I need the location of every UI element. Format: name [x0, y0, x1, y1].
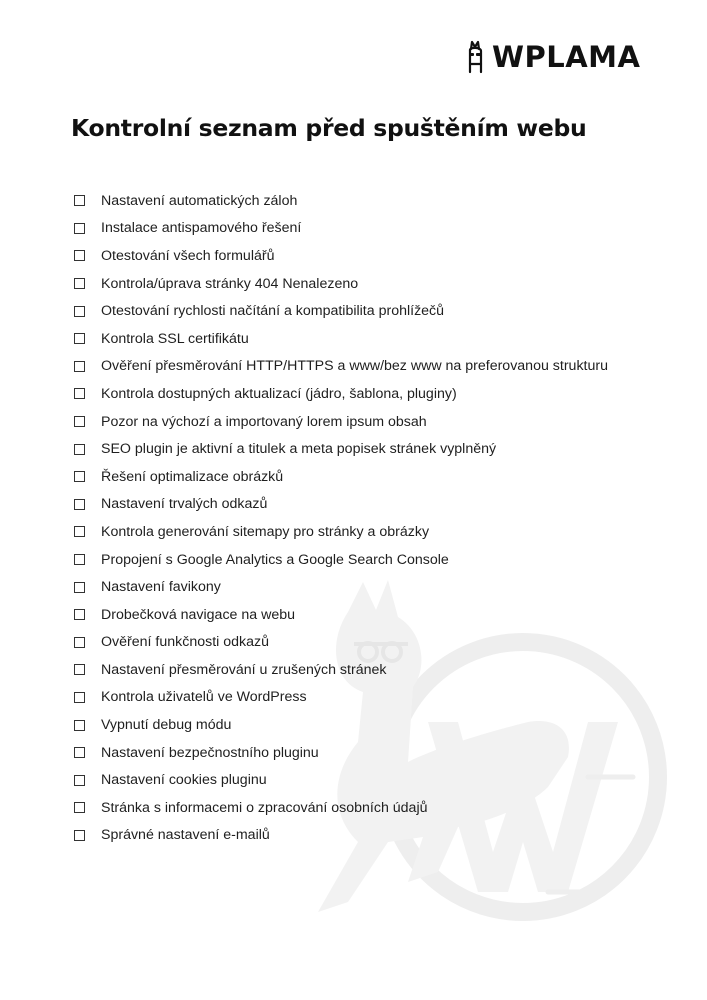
checklist-item[interactable] [74, 435, 608, 463]
checklist-item-label: Vypnutí debug módu [101, 717, 232, 734]
checkbox[interactable] [74, 775, 85, 786]
checklist-item[interactable] [74, 353, 608, 381]
checklist-item-label: Stránka s informacemi o zpracování osobních údajů [101, 799, 428, 816]
checkbox[interactable] [74, 720, 85, 731]
checkbox[interactable] [74, 250, 85, 261]
checkbox[interactable] [74, 802, 85, 813]
checkbox[interactable] [74, 830, 85, 841]
checklist-item-label: Nastavení trvalých odkazů [101, 496, 268, 513]
checklist-item-label: Propojení s Google Analytics a Google Search Console [101, 551, 449, 568]
checkbox[interactable] [74, 526, 85, 537]
checkbox[interactable] [74, 223, 85, 234]
checklist-item[interactable] [74, 242, 608, 270]
checklist-item[interactable] [74, 518, 608, 546]
checkbox[interactable] [74, 747, 85, 758]
checkbox[interactable] [74, 499, 85, 510]
checklist-item[interactable] [74, 187, 608, 215]
checklist-item-label: Řešení optimalizace obrázků [101, 468, 284, 485]
checkbox[interactable] [74, 333, 85, 344]
checkbox[interactable] [74, 361, 85, 372]
checklist-item[interactable] [74, 766, 608, 794]
checklist-item-label: Nastavení automatických záloh [101, 192, 298, 209]
checklist-item-label: Kontrola generování sitemapy pro stránky a obrázky [101, 523, 430, 540]
checklist-item[interactable] [74, 739, 608, 767]
checklist-item-label: Nastavení favikony [101, 579, 221, 596]
checkbox[interactable] [74, 637, 85, 648]
checklist-item-label: Drobečková navigace na webu [101, 606, 296, 623]
checkbox[interactable] [74, 388, 85, 399]
checklist-item-label: Nastavení bezpečnostního pluginu [101, 744, 319, 761]
checklist-item-label: Instalace antispamového řešení [101, 220, 302, 237]
checklist-item[interactable] [74, 408, 608, 436]
checklist-item[interactable] [74, 573, 608, 601]
checklist-item[interactable] [74, 491, 608, 519]
checklist-item[interactable] [74, 325, 608, 353]
checklist-item-label: Kontrola/úprava stránky 404 Nenalezeno [101, 275, 359, 292]
checklist-item-label: Otestování všech formulářů [101, 247, 275, 264]
checkbox[interactable] [74, 582, 85, 593]
checklist-item-label: Kontrola dostupných aktualizací (jádro, šablona, pluginy) [101, 385, 457, 402]
checklist-item[interactable] [74, 601, 608, 629]
checklist-item[interactable] [74, 656, 608, 684]
checkbox[interactable] [74, 664, 85, 675]
checkbox[interactable] [74, 195, 85, 206]
checkbox[interactable] [74, 416, 85, 427]
checklist-item-label: Kontrola uživatelů ve WordPress [101, 689, 307, 706]
checklist-item-label: Nastavení přesměrování u zrušených stránek [101, 661, 387, 678]
checkbox[interactable] [74, 278, 85, 289]
checkbox[interactable] [74, 444, 85, 455]
brand-logo-text: WPLAMA [492, 40, 641, 74]
checklist-item[interactable] [74, 546, 608, 574]
checkbox[interactable] [74, 609, 85, 620]
checkbox[interactable] [74, 692, 85, 703]
launch-checklist [74, 187, 608, 849]
checklist-item[interactable] [74, 215, 608, 243]
checklist-item[interactable] [74, 794, 608, 822]
checklist-item[interactable] [74, 270, 608, 298]
checklist-item-label: Nastavení cookies pluginu [101, 772, 267, 789]
checklist-item[interactable] [74, 822, 608, 850]
brand-logo [466, 40, 640, 74]
checklist-item[interactable] [74, 629, 608, 657]
checklist-item-label: Otestování rychlosti načítání a kompatibilita prohlížečů [101, 303, 445, 320]
checklist-item-label: Správné nastavení e-mailů [101, 827, 270, 844]
checklist-item-label: Ověření funkčnosti odkazů [101, 634, 269, 651]
checklist-item-label: Pozor na výchozí a importovaný lorem ipsum obsah [101, 413, 427, 430]
checklist-item-label: Ověření přesměrování HTTP/HTTPS a www/bez www na preferovanou strukturu [101, 358, 608, 375]
checkbox[interactable] [74, 554, 85, 565]
checkbox[interactable] [74, 471, 85, 482]
llama-icon [466, 40, 488, 74]
checklist-item[interactable] [74, 463, 608, 491]
checkbox[interactable] [74, 306, 85, 317]
checklist-item[interactable] [74, 380, 608, 408]
checklist-item-label: Kontrola SSL certifikátu [101, 330, 249, 347]
checklist-item-label: SEO plugin je aktivní a titulek a meta popisek stránek vyplněný [101, 441, 497, 458]
checklist-item[interactable] [74, 684, 608, 712]
checklist-item[interactable] [74, 711, 608, 739]
checklist-item[interactable] [74, 297, 608, 325]
page-title: Kontrolní seznam před spuštěním webu [71, 114, 587, 142]
